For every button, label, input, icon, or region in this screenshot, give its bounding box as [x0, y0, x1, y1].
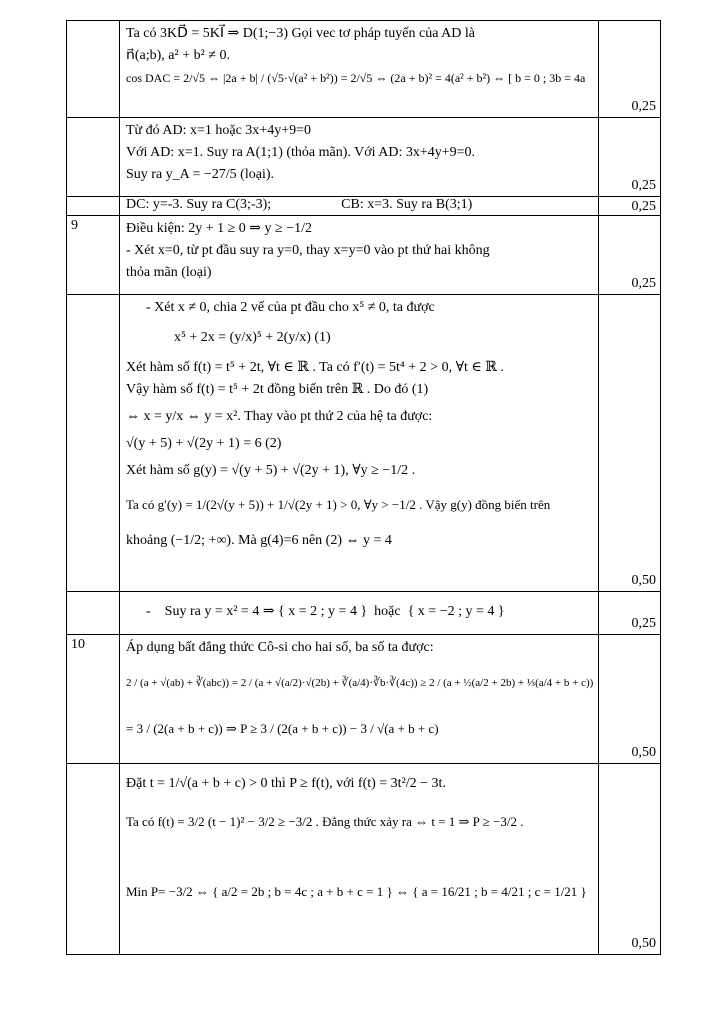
question-number	[67, 592, 119, 594]
line-text: Xét hàm số g(y) = √(y + 5) + √(2y + 1), ∀y ≥ −1/2 .	[126, 462, 416, 478]
table-row	[67, 764, 661, 955]
table-row	[67, 118, 661, 197]
line-text: n⃗(a;b), a² + b² ≠ 0.	[126, 47, 230, 63]
line-text: Ta có g′(y) = 1/(2√(y + 5)) + 1/√(2y + 1) > 0, ∀y > −1/2 . Vậy g(y) đồng biến trên	[126, 497, 551, 513]
score: 0,25	[631, 616, 656, 631]
table-row	[67, 295, 661, 592]
line-text: Ta có 3KD⃗ = 5KI⃗ ⇒ D(1;−3) Gọi vec tơ pháp tuyến của AD là	[126, 25, 475, 41]
line-text: Đặt t = 1/√(a + b + c) > 0 thì P ≥ f(t), với f(t) = 3t²/2 − 3t.	[126, 775, 446, 791]
question-number	[67, 764, 119, 766]
question-number: 10	[71, 637, 85, 652]
question-number: 9	[71, 218, 78, 233]
line-text: Áp dụng bất đẳng thức Cô-si cho hai số, ba số ta được:	[126, 639, 434, 655]
line-text: - Xét x=0, từ pt đầu suy ra y=0, thay x=y=0 vào pt thứ hai không	[126, 242, 490, 258]
line-text: Ta có f(t) = 3/2 (t − 1)² − 3/2 ≥ −3/2 . Đẳng thức xảy ra ⇔ t = 1 ⇒ P ≥ −3/2 .	[126, 814, 524, 830]
table-row	[67, 21, 661, 118]
line-text: Điều kiện: 2y + 1 ≥ 0 ⇒ y ≥ −1/2	[126, 220, 312, 236]
question-number	[67, 118, 119, 120]
score: 0,50	[631, 573, 656, 588]
line-text: - Xét x ≠ 0, chia 2 vế của pt đầu cho x⁵ ≠ 0, ta được	[146, 299, 435, 315]
line-text: - Suy ra y = x² = 4 ⇒ { x = 2 ; y = 4 } hoặc { x = −2 ; y = 4 }	[146, 603, 505, 619]
score: 0,50	[631, 936, 656, 951]
line-math: √(y + 5) + √(2y + 1) = 6 (2)	[126, 435, 282, 451]
line-math: cos DAC = 2/√5 ⇔ |2a + b| / (√5·√(a² + b²)) = 2/√5 ⇔ (2a + b)² = 4(a² + b²) ⇔ [ b = 0 ; 3b = 4a	[126, 70, 586, 85]
line-text: Suy ra y_A = −27/5 (loại).	[126, 166, 274, 182]
score: 0,25	[631, 99, 656, 114]
line-text: Vậy hàm số f(t) = t⁵ + 2t đồng biến trên ℝ . Do đó (1)	[126, 381, 429, 397]
score: 0,50	[631, 745, 656, 760]
line-text: thỏa mãn (loại)	[126, 264, 212, 280]
line-text: ⇔ x = y/x ⇔ y = x². Thay vào pt thứ 2 của hệ ta được:	[126, 408, 433, 424]
line-math: = 3 / (2(a + b + c)) ⇒ P ≥ 3 / (2(a + b + c)) − 3 / √(a + b + c)	[126, 721, 439, 737]
table-row	[67, 592, 661, 635]
score: 0,25	[631, 178, 656, 193]
solution-table	[66, 20, 661, 955]
line-text: Xét hàm số f(t) = t⁵ + 2t, ∀t ∈ ℝ . Ta có f′(t) = 5t⁴ + 2 > 0, ∀t ∈ ℝ .	[126, 359, 504, 375]
line-text: Từ đó AD: x=1 hoặc 3x+4y+9=0	[126, 122, 311, 138]
line-text: DC: y=-3. Suy ra C(3;-3); CB: x=3. Suy ra B(3;1)	[126, 197, 473, 213]
score: 0,25	[631, 199, 656, 214]
table-row	[67, 216, 661, 295]
line-math: x⁵ + 2x = (y/x)⁵ + 2(y/x) (1)	[174, 329, 331, 345]
line-math: 2 / (a + √(ab) + ∛(abc)) = 2 / (a + √(a/2)·√(2b) + ∛(a/4)·∛b·∛(4c)) ≥ 2 / (a + ½(a/2 + 2b) + ⅓(a/4 + b + c))	[126, 677, 594, 690]
line-text: khoảng (−1/2; +∞). Mà g(4)=6 nên (2) ⇔ y = 4	[126, 532, 392, 548]
table-row	[67, 197, 661, 216]
line-math: Min P= −3/2 ⇔ { a/2 = 2b ; b = 4c ; a + b + c = 1 } ⇔ { a = 16/21 ; b = 4/21 ; c = 1/21 }	[126, 884, 587, 900]
line-text: Với AD: x=1. Suy ra A(1;1) (thỏa mãn). Với AD: 3x+4y+9=0.	[126, 144, 476, 160]
question-number	[67, 295, 119, 297]
score: 0,25	[631, 276, 656, 291]
question-number	[67, 197, 119, 199]
table-row	[67, 635, 661, 764]
question-number	[67, 21, 119, 23]
